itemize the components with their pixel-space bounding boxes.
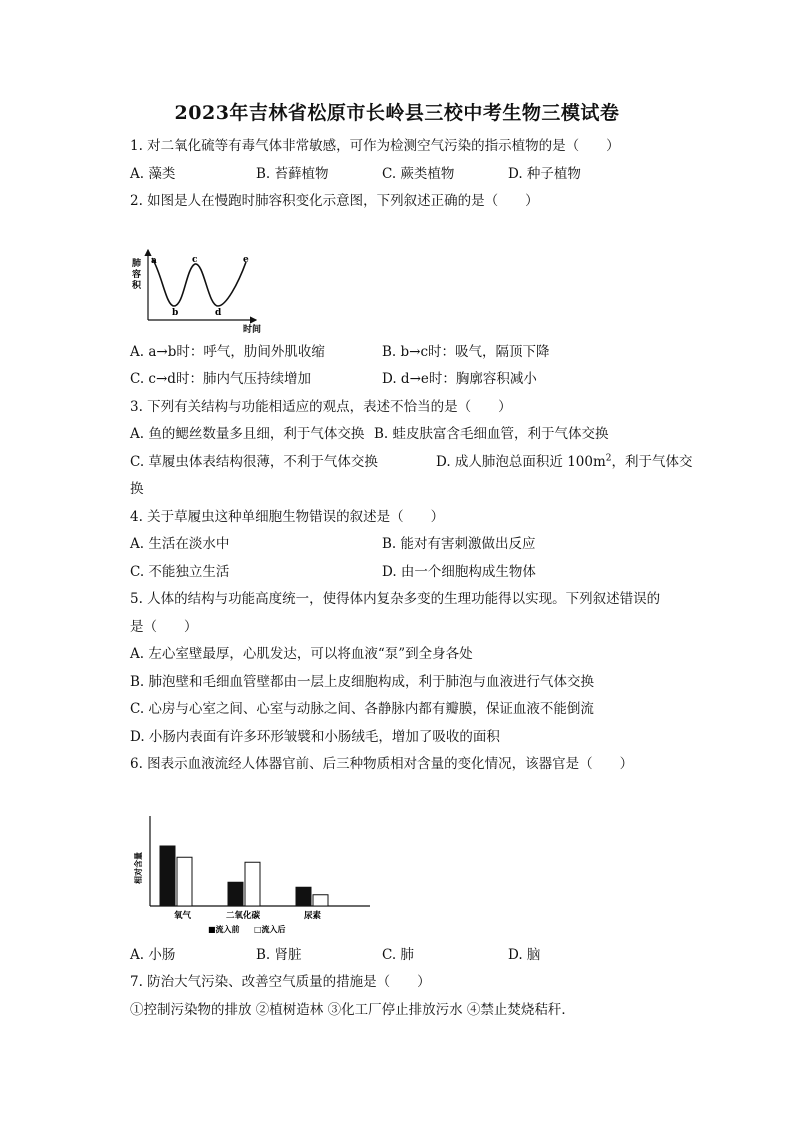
bar-before-3: [296, 887, 311, 906]
category-label-urea: 尿素: [304, 911, 322, 921]
question-2-stem: 2. 如图是人在慢跑时肺容积变化示意图，下列叙述正确的是（ ）: [130, 193, 539, 209]
q3-option-d-wrap: 换: [130, 481, 144, 497]
q4-option-d[interactable]: D. 由一个细胞构成生物体: [382, 564, 536, 580]
q6-option-c[interactable]: C. 肺: [382, 947, 414, 963]
category-label-oxygen: 氧气: [174, 911, 192, 921]
legend-after: □流入后: [254, 924, 286, 934]
question-3-stem: 3. 下列有关结构与功能相适应的观点，表述不恰当的是（ ）: [130, 399, 512, 415]
point-c-label: c: [192, 255, 198, 265]
q3-option-a[interactable]: A. 鱼的鳃丝数量多且细，利于气体交换: [130, 426, 365, 442]
category-label-co2: 二氧化碳: [226, 911, 261, 921]
page-title: 2023年吉林省松原市长岭县三校中考生物三模试卷: [174, 102, 620, 124]
lung-volume-figure: [128, 244, 268, 334]
substance-bar-chart: [130, 810, 380, 938]
q3-option-d-superscript: 2: [605, 453, 612, 464]
q1-option-a[interactable]: A. 藻类: [130, 166, 176, 182]
question-5-stem-line-1: 5. 人体的结构与功能高度统一，使得体内复杂多变的生理功能得以实现。下列叙述错误的: [130, 591, 661, 607]
q5-option-d[interactable]: D. 小肠内表面有许多环形皱襞和小肠绒毛，增加了吸收的面积: [130, 729, 500, 745]
q3-option-d-text-end: ，利于气体交: [611, 454, 693, 470]
q3-option-c[interactable]: C. 草履虫体表结构很薄，不利于气体交换: [130, 454, 378, 470]
q3-option-d[interactable]: [436, 453, 693, 471]
point-b-label: b: [172, 308, 179, 318]
bar-after-2: [245, 862, 260, 906]
question-1-stem: 1. 对二氧化硫等有毒气体非常敏感，可作为检测空气污染的指示植物的是（ ）: [130, 138, 620, 154]
q2-option-c[interactable]: C. c→d时：肺内气压持续增加: [130, 371, 311, 387]
bar-after-1: [177, 857, 192, 906]
q4-option-a[interactable]: A. 生活在淡水中: [130, 536, 230, 552]
q5-option-b[interactable]: B. 肺泡壁和毛细血管壁都由一层上皮细胞构成，利于肺泡与血液进行气体交换: [130, 674, 595, 690]
q4-option-c[interactable]: C. 不能独立生活: [130, 564, 230, 580]
q2-option-d[interactable]: D. d→e时：胸廓容积减小: [382, 371, 537, 387]
question-7-stem: 7. 防治大气污染、改善空气质量的措施是（ ）: [130, 974, 431, 990]
bar-after-3: [313, 895, 328, 906]
q1-option-c[interactable]: C. 蕨类植物: [382, 166, 455, 182]
point-a-label: a: [151, 256, 157, 266]
q6-option-b[interactable]: B. 肾脏: [256, 947, 302, 963]
question-6-stem: 6. 图表示血液流经人体器官前、后三种物质相对含量的变化情况，该器官是（ ）: [130, 756, 634, 772]
legend-before: ■流入前: [208, 924, 240, 934]
q2-option-a[interactable]: A. a→b时：呼气，肋间外肌收缩: [130, 344, 325, 360]
q6-option-d[interactable]: D. 脑: [508, 947, 541, 963]
ylabel-char-2: 容: [132, 270, 142, 280]
q3-option-b[interactable]: B. 蛙皮肤富含毛细血管，利于气体交换: [374, 426, 609, 442]
bar-before-2: [228, 882, 243, 906]
q2-option-b[interactable]: B. b→c时：吸气，隔顶下降: [382, 344, 550, 360]
q5-option-a[interactable]: A. 左心室壁最厚，心肌发达，可以将血液“泵”到全身各处: [130, 646, 473, 662]
question-5-stem-line-2: 是（ ）: [130, 619, 198, 635]
lung-volume-curve: [152, 258, 246, 306]
q1-option-d[interactable]: D. 种子植物: [508, 166, 581, 182]
ylabel-char-1: 肺: [132, 259, 142, 269]
q5-option-c[interactable]: C. 心房与心室之间、心室与动脉之间、各静脉内都有瓣膜，保证血液不能倒流: [130, 701, 594, 717]
ylabel-char-3: 积: [132, 281, 142, 291]
q1-option-b[interactable]: B. 苔藓植物: [256, 166, 329, 182]
chart-ylabel: 相对含量: [133, 852, 143, 884]
question-7-measures: ①控制污染物的排放 ②植树造林 ③化工厂停止排放污水 ④禁止焚烧秸秆．: [130, 1002, 575, 1018]
q6-option-a[interactable]: A. 小肠: [130, 947, 176, 963]
x-axis-label: 时间: [243, 325, 262, 334]
point-d-label: d: [215, 308, 222, 318]
bar-before-1: [160, 846, 175, 906]
point-e-label: e: [243, 255, 249, 265]
q3-option-d-text: D. 成人肺泡总面积近 100m: [436, 454, 606, 470]
chart-bars: [160, 846, 328, 906]
question-4-stem: 4. 关于草履虫这种单细胞生物错误的叙述是（ ）: [130, 509, 445, 525]
q4-option-b[interactable]: B. 能对有害刺激做出反应: [382, 536, 536, 552]
